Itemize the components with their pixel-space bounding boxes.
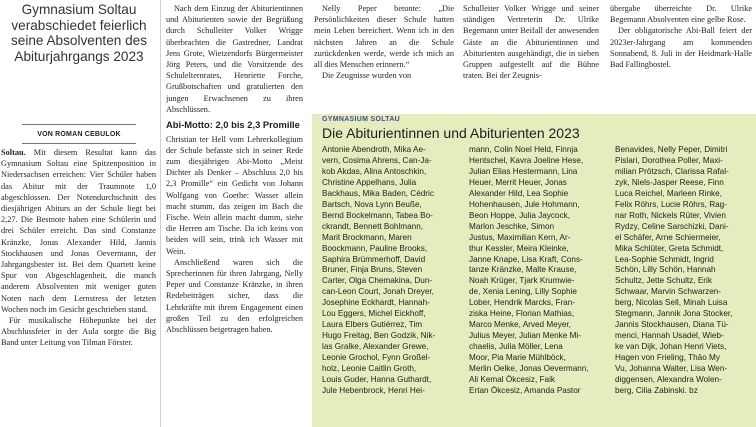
box-kicker: GYMNASIUM SOLTAU	[322, 116, 401, 123]
names-line: Lou Eggers, Michel Eickhoff,	[322, 309, 426, 319]
names-line: Saphira Brümmerhoff, David	[322, 254, 426, 264]
names-line: Merlin Oelke, Jonas Oevermann,	[469, 364, 589, 374]
names-line: Antonie Abendroth, Mika Ae-	[322, 145, 426, 154]
names-line: berg, Nicolas Sell, Minah Luisa	[615, 298, 728, 308]
names-line: kob Akdas, Alina Antoschkin,	[322, 166, 427, 176]
lead-paragraph: Soltau. Mit diesem Resultat kann das Gymnasium Soltau eine Spitzenposition in Niedersachsen erreichen: Vier Schüler haben das Abitur mit der Traumnote 1,0 abgeschlossen. Der Notendurchschnitt des diesjährigen Abiturs an der Schule liegt bei 2,27. Die Bestnote haben eine Schülerin und drei Schüler erreicht. Das sind Constanze Kränzke, Jonas Alexander Hild, Jannis Stockhausen und Jonas Oevermann, der Jahrgangsbester ist. Bei dem Quartett keine Spur von Abgeschlagenheit, die manch anderem Absolventen mit weniger guten Noten nach dem Lernstress der letzten Wochen noch im Gesicht geschrieben stand.	[1, 148, 156, 314]
names-line: Leonie Grochol, Fynn Großel-	[322, 353, 431, 363]
names-line: Alexander Hild, Lea Sophie	[469, 188, 569, 198]
names-line: Moor, Pia Marie Mühlböck,	[469, 353, 566, 363]
paragraph: Christian ter Hell vom Lehrerkollegium der Schule befasste sich in seiner Rede zum diesjährigen Abi-Motto „Meist Dichter als Denker – Abschluss 2,0 bis 2,3 Promille“ ein Gedicht von Johann Wolfgang von Goethe: Wasser allein macht stumm, das zeigen im Bach die Fische. Wein allein macht dumm, siehe die Herren am Tische. Da ich keins von beiden will sein, trink ich Wasser mit Wein.	[166, 134, 303, 256]
names-column-3	[615, 145, 755, 425]
names-line: nar Roth, Nickels Rüter, Vivien	[615, 210, 726, 220]
names-line: Marco Menke, Arved Meyer,	[469, 320, 571, 330]
paragraph: Schulleiter Volker Wrigge und seiner ständigen Vertreterin Dr. Ulrike Begemann unter Beifall der anwesenden Gäste an die Abiturientinnen und Abiturienten ausgehändigt, die in sieben Gruppen aufgestellt auf die Bühne traten. Bei der Zeugnis-	[463, 4, 599, 81]
names-line: Hentschel, Kavra Joeline Hese,	[469, 155, 584, 165]
names-line: can-Leon Court, Jonah Dreyer,	[322, 287, 434, 297]
names-line: Beon Hoppe, Julia Jaycock,	[469, 210, 571, 220]
names-line: Pislari, Dorothea Poller, Maxi-	[615, 155, 723, 165]
names-column-2	[469, 145, 605, 425]
paragraph: Nach dem Einzug der Abiturientinnen und Abiturienten sowie der Begrüßung durch Schulleiter Volker Wrigge überbrachten die Gastredner, Landrat Jens Grote, Wietzendorfs Bürgermeister Jörg Peters, und die Vorsitzende des Schulelternrates, Henriette Forche, Grußbotschaften und gratulierten den jungen Erwachsenen zu ihren Abschlüssen.	[166, 4, 303, 114]
article-column-2	[166, 3, 303, 425]
names-line: Schwaar, Marvin Schwarzen-	[615, 287, 722, 297]
names-line: zyk, Niels-Jasper Reese, Finn	[615, 177, 724, 187]
paragraph: Der obligatorische Abi-Ball feiert der 2023er-Jahrgang am kommenden Sonnabend, 8. Juli in der Heidmark-Halle Bad Fallingbostel.	[610, 26, 752, 70]
headline-divider	[22, 124, 136, 125]
paragraph: Für musikalische Höhepunkte bei der Abschlussfeier in der Aula sorgte die Big Band unter Leitung von Tilman Förster.	[1, 316, 156, 348]
names-line: Backhaus, Mika Baden, Cédric	[322, 188, 434, 198]
names-line: el Schäfer, Arne Schiermeier,	[615, 232, 721, 242]
names-line: menci, Hannah Usadel, Wieb-	[615, 331, 724, 341]
names-line: Josephine Eckhardt, Hannah-	[322, 298, 430, 308]
article-byline: VON ROMAN CEBULOK	[37, 131, 121, 138]
names-line: thur Kessler, Meira Kleinke,	[469, 243, 569, 253]
article-column-4	[463, 3, 599, 111]
names-line: Felix Röhrs, Lucie Röhrs, Rag-	[615, 199, 727, 209]
names-line: Jannis Stockhausen, Diana Tü-	[615, 320, 729, 330]
box-title: Die Abiturientinnen und Abiturienten 2023	[322, 125, 580, 141]
names-line: Jule Hebenbrock, Henri Hei-	[322, 385, 425, 395]
names-line: Marlon Jeschke, Simon	[469, 221, 555, 231]
names-line: Hagen von Frieling, Thảo My	[615, 353, 720, 363]
names-line: mann, Colin Noel Held, Finnja	[469, 145, 578, 154]
article-column-1	[0, 0, 158, 427]
names-line: de, Xenia Lening, Lilly Sophie	[469, 287, 577, 297]
subheading: Abi-Motto: 2,0 bis 2,3 Promille	[166, 119, 300, 131]
names-line: Julius Meyer, Julian Menke Mi-	[469, 331, 581, 341]
names-line: Louis Guder, Hanna Guthardt,	[322, 375, 432, 385]
names-line: Noah Krüger, Tjark Krumwie-	[469, 276, 575, 286]
names-line: Lober, Hendrik Marcks, Fran-	[469, 298, 576, 308]
names-line: Bernd Bockelmann, Tabea Bo-	[322, 210, 433, 220]
names-line: Boockmann, Pauline Brooks,	[322, 243, 428, 253]
article-column-5	[610, 3, 752, 111]
names-line: Luca Reichel, Marleen Rinke,	[615, 188, 722, 198]
article-headline: Gymnasium Soltau verabschiedet feierlich seine Absolventen des Abiturjahrgangs 2023	[10, 2, 148, 64]
column-1-text	[1, 147, 156, 425]
article-column-3	[314, 3, 454, 111]
names-line: Julian Elias Hestermann, Lina	[469, 166, 578, 176]
names-column-1	[322, 145, 460, 425]
names-line: Bartsch, Nova Lynn Beuße,	[322, 199, 422, 209]
byline-divider	[22, 143, 136, 144]
names-line: Laura Elbers Gutiérrez, Tim	[322, 320, 423, 330]
names-line: las Gralke, Alexander Grewe,	[322, 342, 429, 352]
names-line: Marit Brockmann, Maren	[322, 232, 412, 242]
names-line: Schultz, Jette Schultz, Erik	[615, 276, 712, 286]
names-line: Rydzy, Celine Sarschizki, Dani-	[615, 221, 729, 231]
names-line: Carter, Olga Chemakina, Dun-	[322, 276, 433, 286]
names-line: ckrandt, Bennett Bohlmann,	[322, 221, 424, 231]
names-line: berg, Cilia Zabinski. bz	[615, 385, 698, 395]
names-line: Stegmann, Jannik Jona Stocker,	[615, 309, 733, 319]
paragraph: übergabe überreichte Dr. Ulrike Begemann Absolventen eine gelbe Rose.	[610, 4, 752, 25]
paragraph: Die Zeugnisse wurden von	[322, 71, 412, 81]
names-line: Christine Appelhans, Julia	[322, 177, 417, 187]
paragraph: Anschließend waren sich die Sprecherinnen für ihren Jahrgang, Nelly Peper und Constanze Kränzke, in ihren Redebeiträgen sicher, dass die Lehrkräfte mit ihrem Engagement einen großen Teil zu den erfolgreichen Abschlüssen beigetragen haben.	[166, 257, 303, 335]
names-line: Benavides, Nelly Peper, Dimitri	[615, 145, 728, 154]
names-line: Mika Schlüter, Greta Schmidt,	[615, 243, 724, 253]
names-line: Ali Kemal Ökcesiz, Faik	[469, 375, 555, 385]
paragraph: Nelly Peper betonte: „Die Persönlichkeiten dieser Schule hatten mein Leben bereichert. Wenn ich in den nächsten Jahren an die Schule zurückdenken werde, werde ich mich an all dies Menschen erinnern.“	[314, 4, 454, 70]
lead-word: Soltau.	[1, 148, 26, 157]
graduates-box	[312, 114, 756, 427]
names-line: tanze Kränzke, Malte Krause,	[469, 265, 577, 275]
names-line: diggensen, Alexandra Wolen-	[615, 375, 722, 385]
names-line: ziska Heine, Florian Mathias,	[469, 309, 575, 319]
names-line: Vu, Johanna Walter, Lisa Wen-	[615, 364, 728, 374]
names-line: Lea-Sophie Schmidt, Ingrid	[615, 254, 714, 264]
names-line: milian Prötzsch, Clarissa Rafal-	[615, 166, 729, 176]
names-line: chaelis, Julia Möller, Lena	[469, 342, 563, 352]
names-line: Schön, Lilly Schön, Hannah	[615, 265, 716, 275]
names-line: Ertan Ökcesiz, Amanda Pastor	[469, 385, 581, 395]
names-line: Justus, Maximilian Kern, Ar-	[469, 232, 571, 242]
names-line: vern, Cosima Ahrens, Can-Ja-	[322, 155, 432, 165]
names-line: Hohenhausen, Jule Hohmann,	[469, 199, 580, 209]
column-divider	[160, 0, 161, 427]
names-line: Bruner, Finja Bruns, Steven	[322, 265, 423, 275]
names-line: Hugo Freitag, Ben Godzik, Nik-	[322, 331, 436, 341]
names-line: ke van Dijk, Johan Henri Viets,	[615, 342, 727, 352]
names-line: holz, Leonie Caitlin Groth,	[322, 364, 417, 374]
names-line: Heuer, Merrit Heuer, Jonas	[469, 177, 567, 187]
names-line: Janne Knape, Lisa Kraft, Cons-	[469, 254, 583, 264]
